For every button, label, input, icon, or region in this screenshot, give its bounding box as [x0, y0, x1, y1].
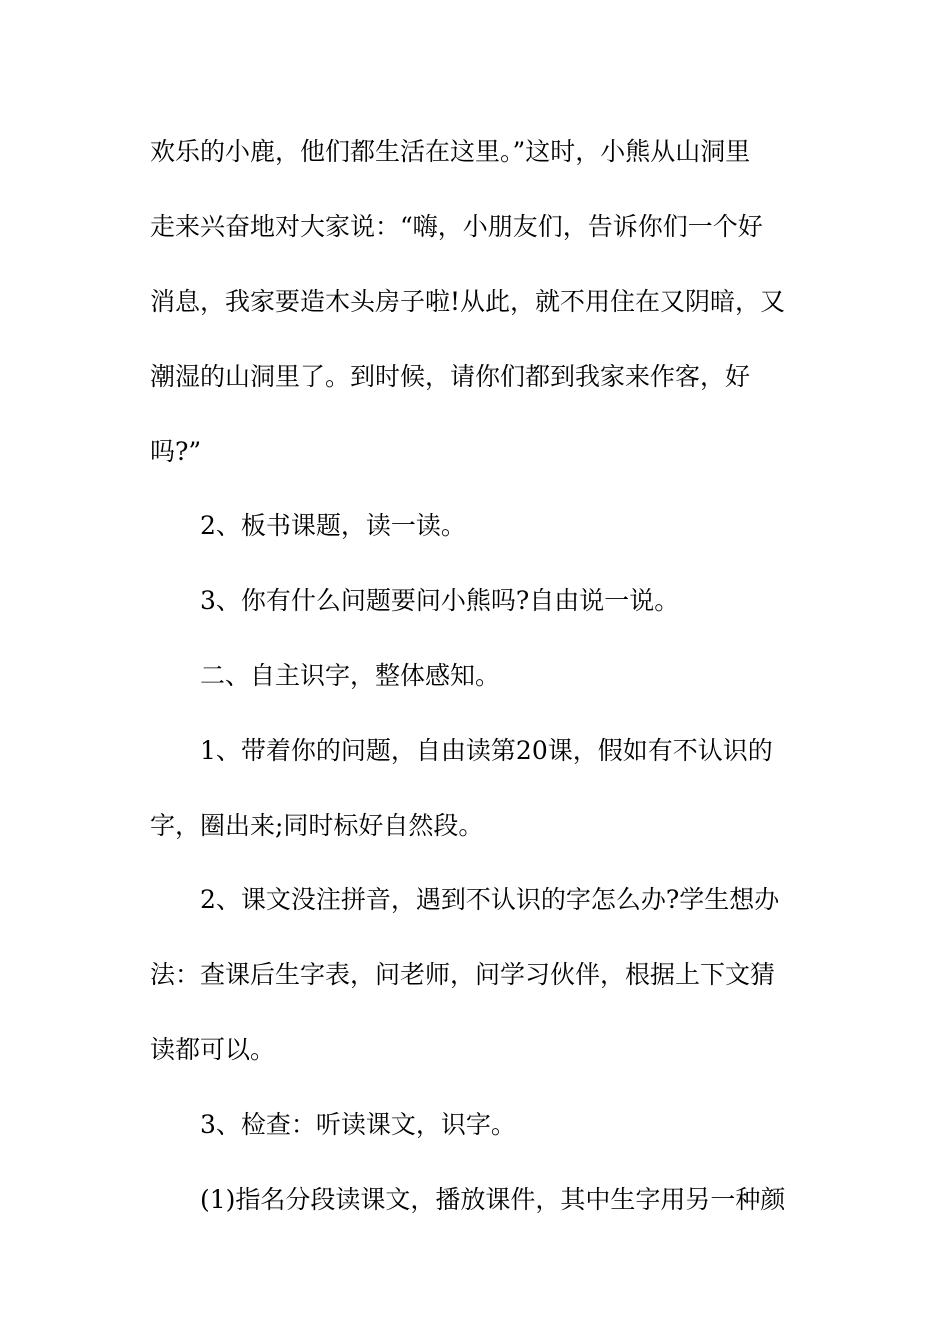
text-line: 走来兴奋地对大家说：“嗨，小朋友们，告诉你们一个好	[150, 212, 763, 241]
paragraph-line: 2、板书课题，读一读。	[200, 511, 466, 540]
text-line: 读都可以。	[150, 1035, 276, 1064]
text-line: 欢乐的小鹿，他们都生活在这里。”这时，小熊从山洞里	[150, 137, 751, 166]
text-line: 法：查课后生字表，问老师，问学习伙伴，根据上下文猜	[150, 960, 776, 989]
paragraph-line: 2、课文没注拼音，遇到不认识的字怎么办?学生想办	[200, 885, 780, 914]
text-line: 吗?”	[150, 437, 202, 466]
text-line: 潮湿的山洞里了。到时候，请你们都到我家来作客，好	[150, 362, 751, 391]
text-line: 消息，我家要造木头房子啦!从此，就不用住在又阴暗，又	[150, 287, 786, 316]
paragraph-line: (1)指名分段读课文，播放课件，其中生字用另一种颜	[200, 1185, 786, 1214]
paragraph-line: 1、带着你的问题，自由读第20课，假如有不认识的	[200, 736, 773, 765]
paragraph-line: 3、检查：听读课文，识字。	[200, 1110, 516, 1139]
section-heading: 二、自主识字，整体感知。	[200, 661, 501, 690]
text-line: 字，圈出来;同时标好自然段。	[150, 811, 484, 840]
paragraph-line: 3、你有什么问题要问小熊吗?自由说一说。	[200, 586, 680, 615]
